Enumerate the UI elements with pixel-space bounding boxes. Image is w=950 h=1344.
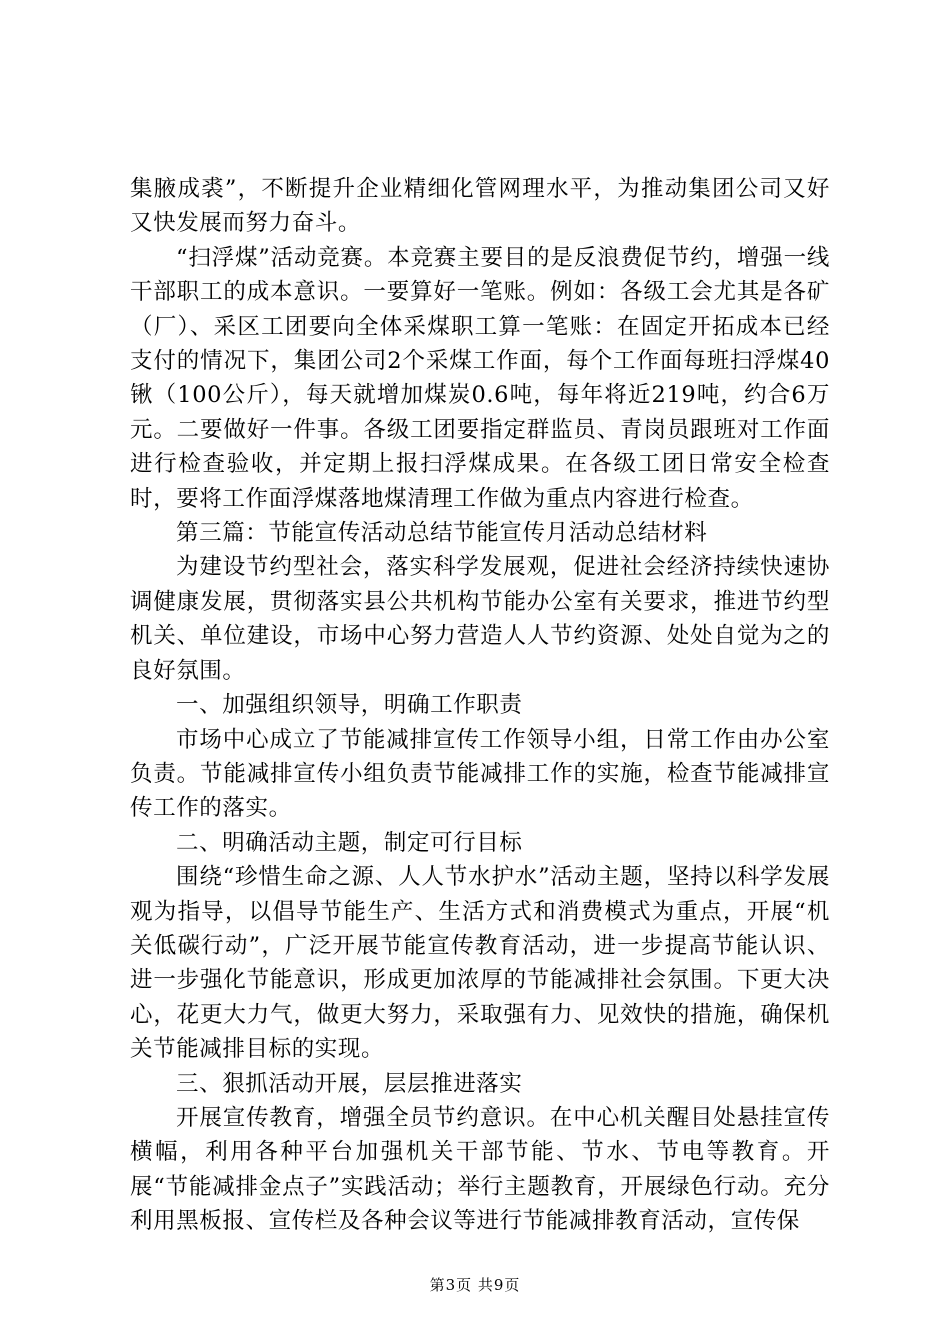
subheading-2: 二、明确活动主题，制定可行目标 bbox=[176, 829, 523, 856]
page-number-footer: 第3页 共9页 bbox=[429, 1276, 521, 1294]
paragraph-1: 集腋成裘”，不断提升企业精细化管网理水平，为推动集团公司又好又快发展而努力奋斗。 bbox=[130, 176, 830, 237]
paragraph-4: 为建设节约型社会，落实科学发展观，促进社会经济持续快速协调健康发展，贯彻落实县公共机构节能办公室有关要求，推进节约型机关、单位建设，市场中心努力营造人人节约资源、处处自觉为之的良好氛围。 bbox=[130, 554, 830, 684]
paragraph-8: 围绕“珍惜生命之源、人人节水护水”活动主题，坚持以科学发展观为指导，以倡导节能生产、生活方式和消费模式为重点，开展“机关低碳行动”，广泛开展节能宣传教育活动，进一步提高节能认识、进一步强化节能意识，形成更加浓厚的节能减排社会氛围。下更大决心，花更大力气，做更大努力，采取强有力、见效快的措施，确保机关节能减排目标的实现。 bbox=[130, 864, 830, 1063]
section-heading-3: 第三篇：节能宣传活动总结节能宣传月活动总结材料 bbox=[176, 520, 708, 547]
paragraph-6: 市场中心成立了节能减排宣传工作领导小组，日常工作由办公室负责。节能减排宣传小组负责节能减排工作的实施，检查节能减排宣传工作的落实。 bbox=[130, 726, 830, 822]
paragraph-10: 开展宣传教育，增强全员节约意识。在中心机关醒目处悬挂宣传横幅，利用各种平台加强机关干部节能、节水、节电等教育。开展“节能减排金点子”实践活动；举行主题教育，开展绿色行动。充分利用黑板报、宣传栏及各种会议等进行节能减排教育活动，宣传保 bbox=[130, 1104, 830, 1235]
subheading-3: 三、狠抓活动开展，层层推进落实 bbox=[176, 1070, 523, 1097]
paragraph-2: “扫浮煤”活动竞赛。本竞赛主要目的是反浪费促节约，增强一线干部职工的成本意识。一要算好一笔账。例如：各级工会尤其是各矿（厂）、采区工团要向全体采煤职工算一笔账：在固定开拓成本已经支付的情况下，集团公司2个采煤工作面，每个工作面每班扫浮煤40锹（100公斤），每天就增加煤炭0.6吨，每年将近219吨，约合6万元。二要做好一件事。各级工团要指定群监员、青岗员跟班对工作面进行检查验收，并定期上报扫浮煤成果。在各级工团日常安全检查时，要将工作面浮煤落地煤清理工作做为重点内容进行检查。 bbox=[130, 244, 830, 512]
document-body bbox=[130, 172, 830, 1239]
subheading-1: 一、加强组织领导，明确工作职责 bbox=[176, 692, 523, 719]
